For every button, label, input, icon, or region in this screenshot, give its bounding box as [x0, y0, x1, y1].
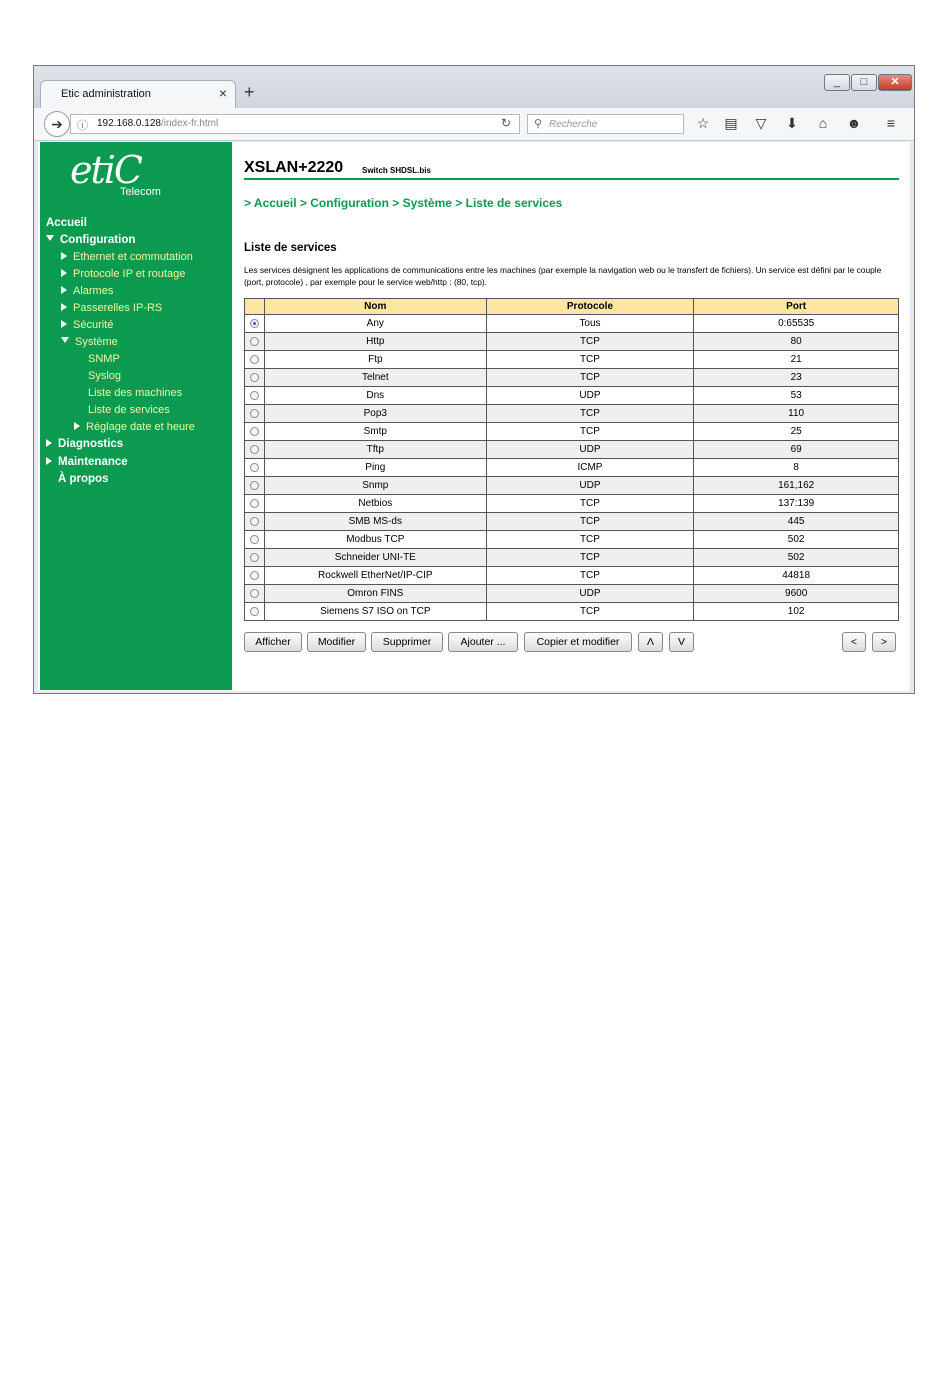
header-nom[interactable]: Nom: [264, 299, 486, 315]
cell-port: 8: [694, 459, 899, 477]
collapsed-triangle-icon: [61, 303, 67, 311]
row-radio-cell[interactable]: [245, 405, 265, 423]
cell-port: 445: [694, 513, 899, 531]
cell-port: 23: [694, 369, 899, 387]
cell-protocole: ICMP: [486, 459, 694, 477]
cell-protocole: TCP: [486, 351, 694, 369]
tab-close-icon[interactable]: ×: [218, 85, 227, 101]
row-radio-cell[interactable]: [245, 495, 265, 513]
search-icon: ⚲: [534, 118, 543, 130]
move-down-button[interactable]: V: [669, 632, 694, 652]
minimize-button[interactable]: _: [824, 74, 850, 91]
url-bar[interactable]: [70, 114, 520, 134]
row-radio-cell[interactable]: [245, 315, 265, 333]
prev-page-button[interactable]: <: [842, 632, 866, 652]
sidebar-item-protocole[interactable]: Protocole IP et routage: [61, 268, 185, 280]
table-row[interactable]: [245, 567, 899, 585]
header-port[interactable]: Port: [694, 299, 899, 315]
table-row[interactable]: [245, 549, 899, 567]
sidebar-item-alarmes[interactable]: Alarmes: [61, 285, 113, 297]
row-radio-cell[interactable]: [245, 441, 265, 459]
table-row[interactable]: [245, 459, 899, 477]
bookmark-star-icon[interactable]: ☆: [696, 115, 710, 131]
cell-protocole: TCP: [486, 333, 694, 351]
url-text: 192.168.0.128/index-fr.html: [97, 118, 219, 129]
title-bar: [34, 66, 914, 108]
sidebar-item-machines[interactable]: Liste des machines: [88, 387, 183, 399]
collapsed-triangle-icon: [61, 252, 67, 260]
page-title: XSLAN+2220: [244, 159, 344, 176]
new-tab-icon[interactable]: +: [244, 82, 255, 102]
sidebar-item-syslog[interactable]: Syslog: [88, 370, 122, 382]
row-radio[interactable]: [250, 319, 259, 328]
table-row[interactable]: [245, 585, 899, 603]
navigation-toolbar: [34, 108, 914, 141]
table-row[interactable]: [245, 513, 899, 531]
row-radio[interactable]: [250, 373, 259, 382]
sidebar-item-systeme[interactable]: Système: [61, 336, 118, 348]
row-radio-cell[interactable]: [245, 549, 265, 567]
cell-port: 69: [694, 441, 899, 459]
sidebar-item-diagnostics[interactable]: Diagnostics: [46, 438, 123, 450]
cell-nom: Pop3: [264, 405, 486, 423]
header-select: [245, 299, 265, 315]
copier-modifier-button[interactable]: Copier et modifier: [524, 632, 632, 652]
table-row[interactable]: [245, 477, 899, 495]
sidebar: [40, 142, 232, 690]
cell-protocole: Tous: [486, 315, 694, 333]
row-radio-cell[interactable]: [245, 387, 265, 405]
browser-window: [33, 65, 915, 694]
cell-nom: Omron FINS: [264, 585, 486, 603]
sidebar-item-configuration[interactable]: Configuration: [46, 234, 135, 246]
cell-port: 102: [694, 603, 899, 621]
search-placeholder: Recherche: [549, 119, 598, 130]
expanded-triangle-icon: [46, 235, 54, 241]
row-radio[interactable]: [250, 499, 259, 508]
tab-title: Etic administration: [61, 88, 151, 100]
table-header-row: [245, 299, 899, 315]
ajouter-button[interactable]: Ajouter ...: [448, 632, 518, 652]
row-radio-cell[interactable]: [245, 477, 265, 495]
row-radio-cell[interactable]: [245, 531, 265, 549]
row-radio-cell[interactable]: [245, 585, 265, 603]
modifier-button[interactable]: Modifier: [307, 632, 366, 652]
cell-nom: Netbios: [264, 495, 486, 513]
cell-port: 21: [694, 351, 899, 369]
expanded-triangle-icon: [61, 337, 69, 343]
page-content: [38, 142, 910, 691]
row-radio[interactable]: [250, 463, 259, 472]
row-radio[interactable]: [250, 571, 259, 580]
pocket-icon[interactable]: ▽: [755, 115, 767, 131]
reading-list-icon[interactable]: ▤: [724, 115, 738, 131]
cell-port: 110: [694, 405, 899, 423]
cell-nom: Snmp: [264, 477, 486, 495]
cell-nom: Any: [264, 315, 486, 333]
logo-brand: etiC: [70, 148, 141, 192]
cell-nom: Telnet: [264, 369, 486, 387]
collapsed-triangle-icon: [74, 422, 80, 430]
table-row[interactable]: [245, 423, 899, 441]
search-bar[interactable]: [527, 114, 684, 134]
cell-nom: Modbus TCP: [264, 531, 486, 549]
sidebar-item-securite[interactable]: Sécurité: [61, 319, 113, 331]
sidebar-item-ethernet[interactable]: Ethernet et commutation: [61, 251, 193, 263]
cell-nom: Smtp: [264, 423, 486, 441]
sidebar-item-reglage[interactable]: Réglage date et heure: [74, 421, 195, 433]
cell-port: 161,162: [694, 477, 899, 495]
menu-icon[interactable]: ≡: [886, 115, 896, 131]
cell-port: 44818: [694, 567, 899, 585]
cell-port: 137:139: [694, 495, 899, 513]
cell-protocole: TCP: [486, 423, 694, 441]
cell-protocole: TCP: [486, 549, 694, 567]
cell-protocole: TCP: [486, 405, 694, 423]
cell-protocole: TCP: [486, 531, 694, 549]
cell-port: 0:65535: [694, 315, 899, 333]
supprimer-button[interactable]: Supprimer: [371, 632, 443, 652]
table-row[interactable]: [245, 531, 899, 549]
collapsed-triangle-icon: [61, 320, 67, 328]
table-row[interactable]: [245, 333, 899, 351]
hello-icon[interactable]: ☻: [846, 115, 862, 131]
row-radio-cell[interactable]: [245, 513, 265, 531]
cell-port: 53: [694, 387, 899, 405]
reload-icon[interactable]: ↻: [500, 116, 511, 130]
home-icon[interactable]: ⌂: [818, 115, 828, 131]
row-radio[interactable]: [250, 607, 259, 616]
cell-protocole: TCP: [486, 603, 694, 621]
cell-protocole: TCP: [486, 495, 694, 513]
next-page-button[interactable]: >: [872, 632, 896, 652]
row-radio[interactable]: [250, 517, 259, 526]
row-radio[interactable]: [250, 589, 259, 598]
row-radio[interactable]: [250, 481, 259, 490]
sidebar-item-passerelles[interactable]: Passerelles IP-RS: [61, 302, 162, 314]
cell-port: 502: [694, 549, 899, 567]
collapsed-triangle-icon: [46, 439, 52, 447]
table-row[interactable]: [245, 495, 899, 513]
row-radio[interactable]: [250, 337, 259, 346]
row-radio[interactable]: [250, 391, 259, 400]
row-radio-cell[interactable]: [245, 369, 265, 387]
cell-protocole: UDP: [486, 585, 694, 603]
cell-port: 80: [694, 333, 899, 351]
logo-sub: Telecom: [120, 186, 161, 198]
section-title: Liste de services: [244, 242, 337, 254]
cell-nom: Schneider UNI-TE: [264, 549, 486, 567]
move-up-button[interactable]: Λ: [638, 632, 663, 652]
cell-nom: SMB MS-ds: [264, 513, 486, 531]
section-description: Les services désignent les applications de communications entre les machines (par exemple la navigation web ou le transfert de fichiers). Un service est défini par le couple (port, protocole) , par exemple pour le service web/http : (80, tcp).: [244, 265, 882, 287]
header-protocole[interactable]: Protocole: [486, 299, 694, 315]
sidebar-item-snmp[interactable]: SNMP: [88, 353, 120, 365]
services-table: [244, 298, 899, 621]
maximize-button[interactable]: □: [851, 74, 877, 91]
afficher-button[interactable]: Afficher: [244, 632, 302, 652]
cell-protocole: TCP: [486, 567, 694, 585]
table-row[interactable]: [245, 441, 899, 459]
cell-nom: Siemens S7 ISO on TCP: [264, 603, 486, 621]
row-radio[interactable]: [250, 355, 259, 364]
sidebar-item-accueil[interactable]: Accueil: [46, 217, 87, 229]
cell-protocole: UDP: [486, 387, 694, 405]
cell-nom: Ping: [264, 459, 486, 477]
row-radio-cell[interactable]: [245, 567, 265, 585]
download-icon[interactable]: ⬇: [786, 115, 798, 131]
row-radio[interactable]: [250, 409, 259, 418]
table-row[interactable]: [245, 387, 899, 405]
cell-port: 9600: [694, 585, 899, 603]
table-row[interactable]: [245, 603, 899, 621]
cell-protocole: TCP: [486, 369, 694, 387]
table-row[interactable]: [245, 315, 899, 333]
cell-protocole: UDP: [486, 477, 694, 495]
back-arrow-icon[interactable]: ➔: [44, 111, 70, 137]
title-divider: [244, 178, 899, 180]
action-buttons: [244, 632, 900, 654]
cell-nom: Dns: [264, 387, 486, 405]
row-radio-cell[interactable]: [245, 459, 265, 477]
row-radio-cell[interactable]: [245, 351, 265, 369]
table-row[interactable]: [245, 351, 899, 369]
info-icon[interactable]: ⓘ: [77, 120, 88, 132]
cell-port: 502: [694, 531, 899, 549]
close-window-button[interactable]: ✕: [878, 74, 912, 91]
sidebar-item-apropos[interactable]: À propos: [58, 473, 109, 485]
row-radio[interactable]: [250, 553, 259, 562]
page-subtitle: Switch SHDSL.bis: [362, 166, 431, 175]
row-radio-cell[interactable]: [245, 423, 265, 441]
row-radio-cell[interactable]: [245, 333, 265, 351]
row-radio[interactable]: [250, 427, 259, 436]
cell-nom: Http: [264, 333, 486, 351]
cell-nom: Tftp: [264, 441, 486, 459]
breadcrumb[interactable]: > Accueil > Configuration > Système > Liste de services: [244, 196, 563, 210]
sidebar-item-services[interactable]: Liste de services: [88, 404, 170, 416]
table-row[interactable]: [245, 405, 899, 423]
row-radio[interactable]: [250, 445, 259, 454]
sidebar-item-maintenance[interactable]: Maintenance: [46, 456, 128, 468]
cell-protocole: UDP: [486, 441, 694, 459]
collapsed-triangle-icon: [61, 286, 67, 294]
browser-tab[interactable]: [40, 80, 236, 108]
row-radio-cell[interactable]: [245, 603, 265, 621]
table-row[interactable]: [245, 369, 899, 387]
collapsed-triangle-icon: [46, 457, 52, 465]
collapsed-triangle-icon: [61, 269, 67, 277]
cell-protocole: TCP: [486, 513, 694, 531]
cell-nom: Rockwell EtherNet/IP-CIP: [264, 567, 486, 585]
cell-port: 25: [694, 423, 899, 441]
cell-nom: Ftp: [264, 351, 486, 369]
etic-logo: [70, 148, 180, 198]
row-radio[interactable]: [250, 535, 259, 544]
